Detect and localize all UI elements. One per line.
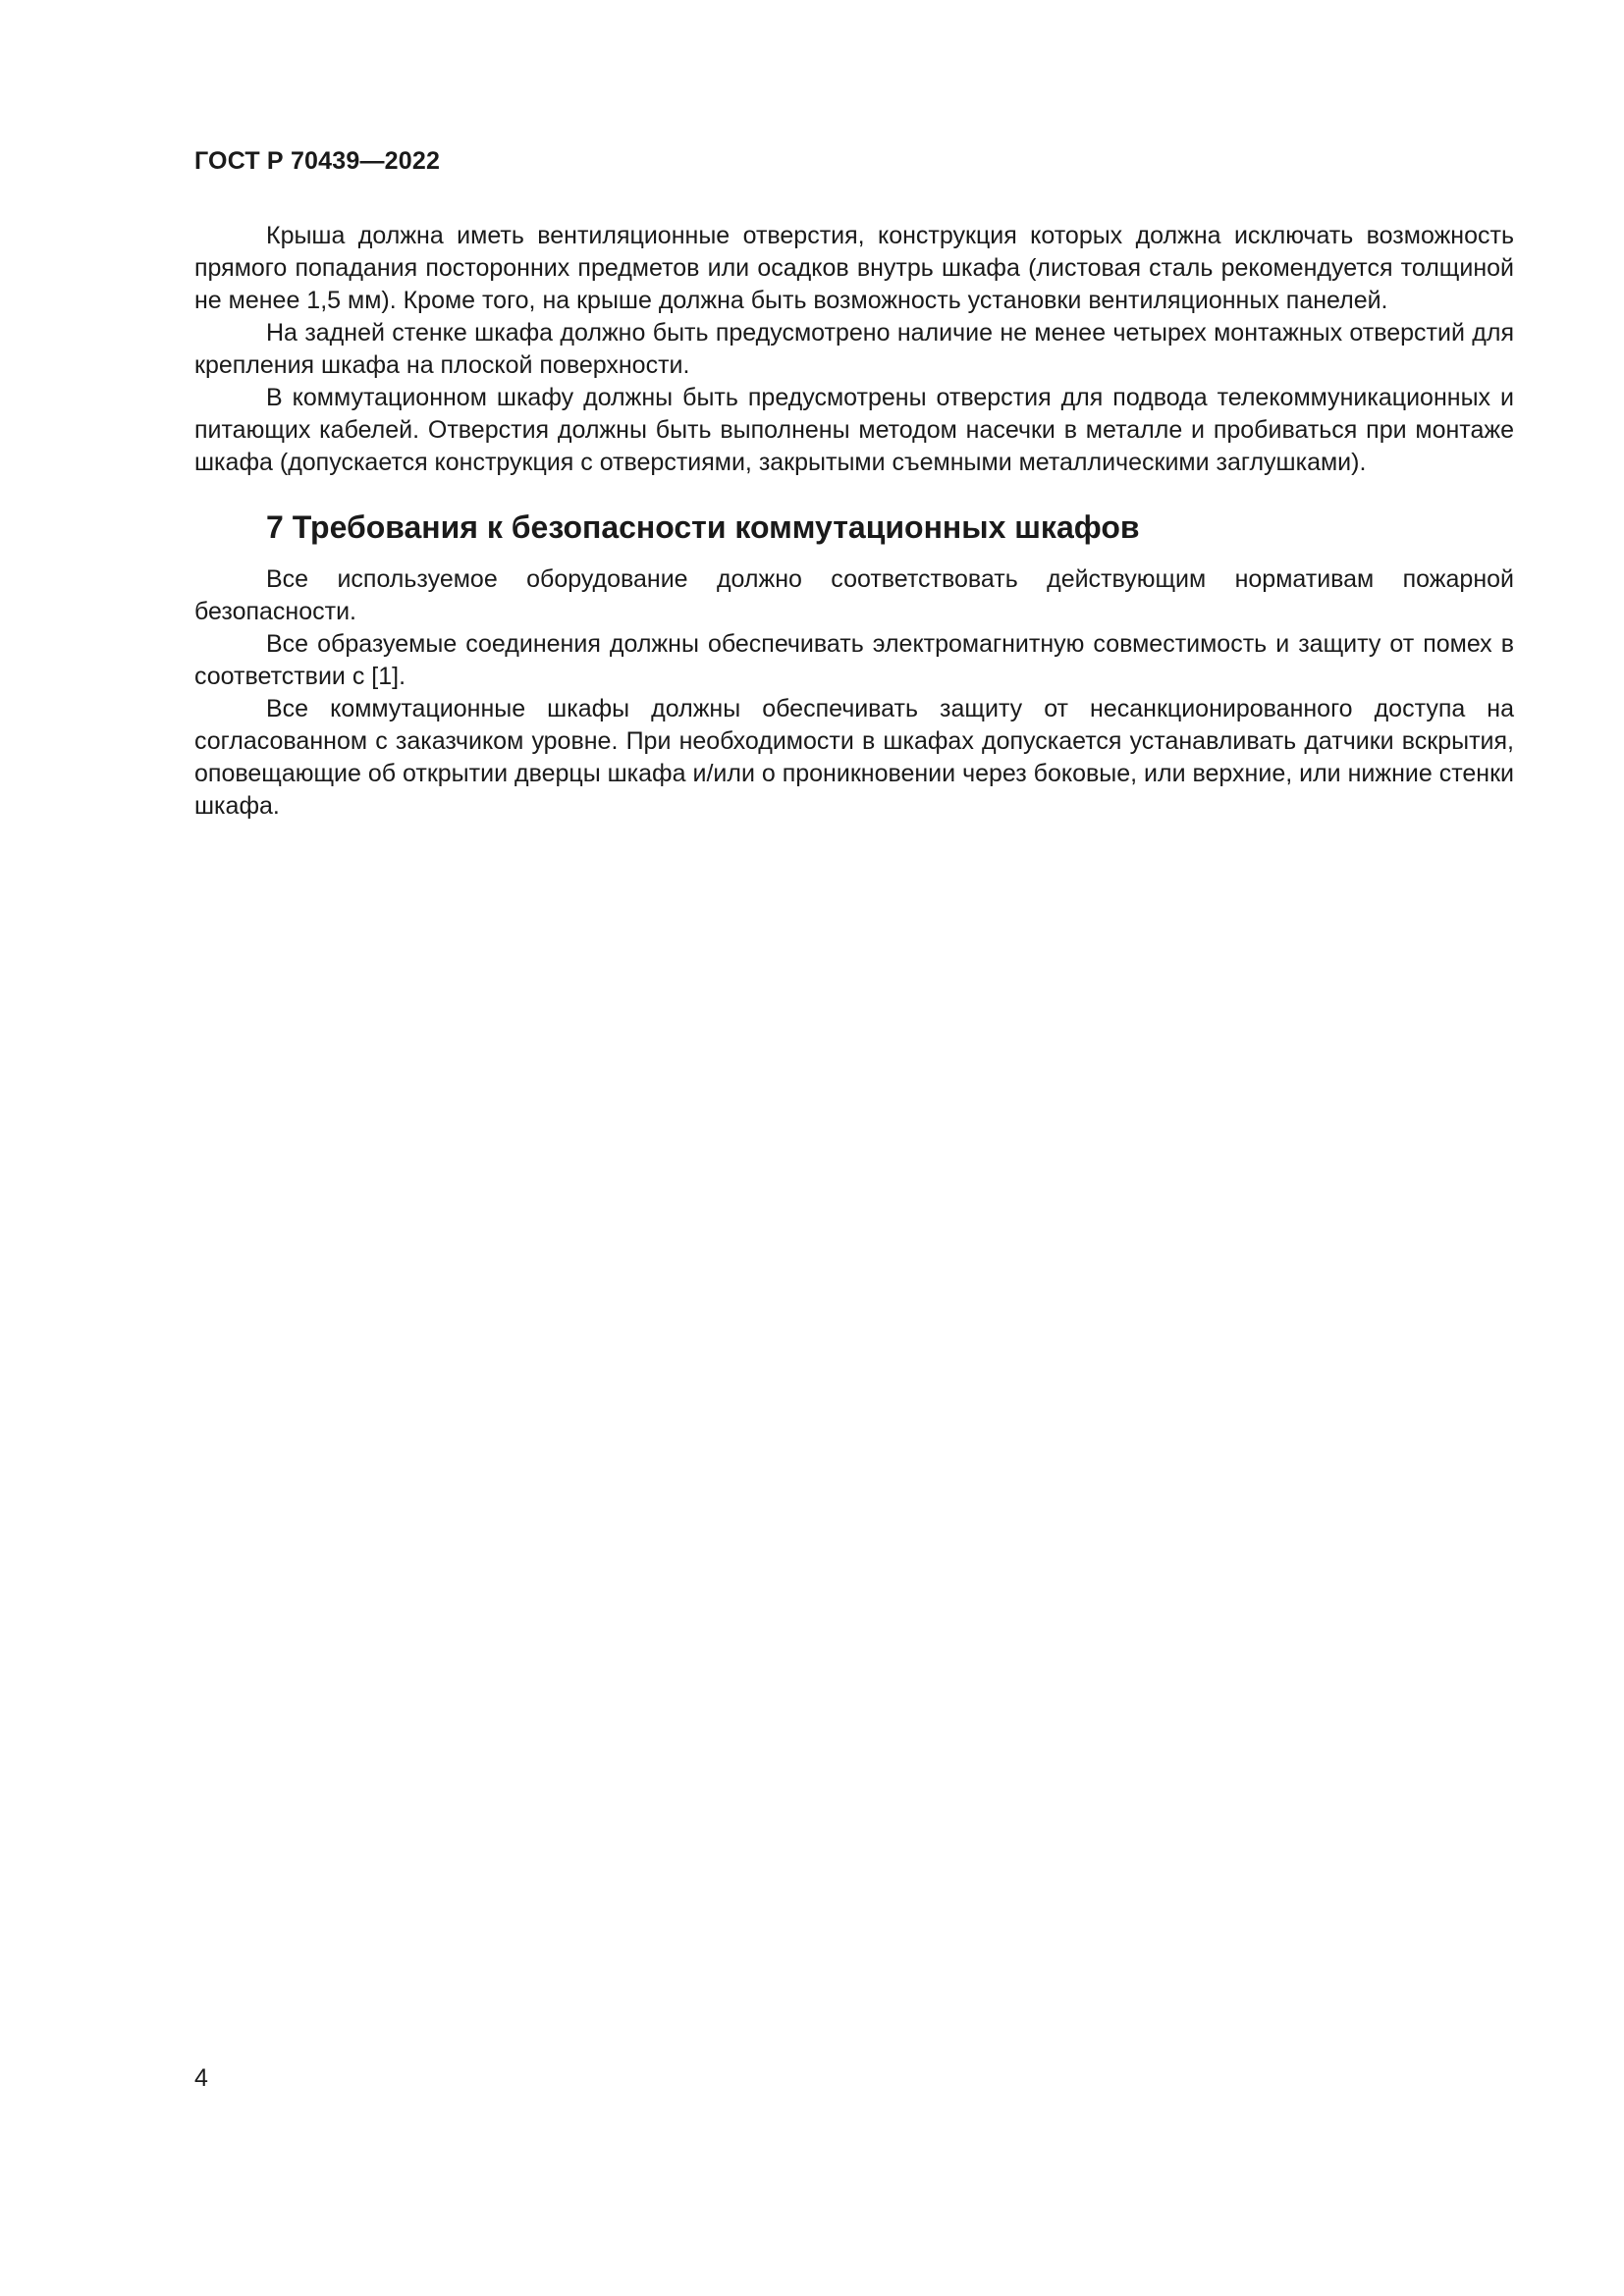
paragraph-cable-openings: В коммутационном шкафу должны быть предусмотрены отверстия для подвода телекоммуникационных и питающих кабелей. Отверстия должны быть выполнены методом насечки в металле и пробиваться при монтаже шкафа (допускается конструкция с отверстиями, закрытыми съемными металлическими заглушками). bbox=[194, 384, 1514, 476]
paragraph-roof-ventilation: Крыша должна иметь вентиляционные отверстия, конструкция которых должна исключать возможность прямого попадания посторонних предметов или осадков внутрь шкафа (листовая сталь рекомендуется толщиной не менее 1,5 мм). Кроме того, на крыше должна быть возможность установки вентиляционных панелей. bbox=[194, 222, 1514, 314]
document-body bbox=[194, 220, 1514, 823]
document-header: ГОСТ Р 70439—2022 bbox=[194, 147, 441, 175]
paragraph-fire-safety: Все используемое оборудование должно соответствовать действующим нормативам пожарной безопасности. bbox=[194, 565, 1514, 625]
paragraph-access-protection: Все коммутационные шкафы должны обеспечивать защиту от несанкционированного доступа на согласованном с заказчиком уровне. При необходимости в шкафах допускается устанавливать датчики вскрытия, оповещающие об открытии дверцы шкафа и/или о проникновении через боковые, или верхние, или нижние стенки шкафа. bbox=[194, 695, 1514, 820]
page-number: 4 bbox=[194, 2064, 208, 2092]
paragraph-rear-wall-mounting: На задней стенке шкафа должно быть предусмотрено наличие не менее четырех монтажных отверстий для крепления шкафа на плоской поверхности. bbox=[194, 319, 1514, 379]
section-title: 7 Требования к безопасности коммутационных шкафов bbox=[266, 509, 1140, 545]
paragraph-emc-protection: Все образуемые соединения должны обеспечивать электромагнитную совместимость и защиту от помех в соответствии с [1]. bbox=[194, 630, 1514, 690]
